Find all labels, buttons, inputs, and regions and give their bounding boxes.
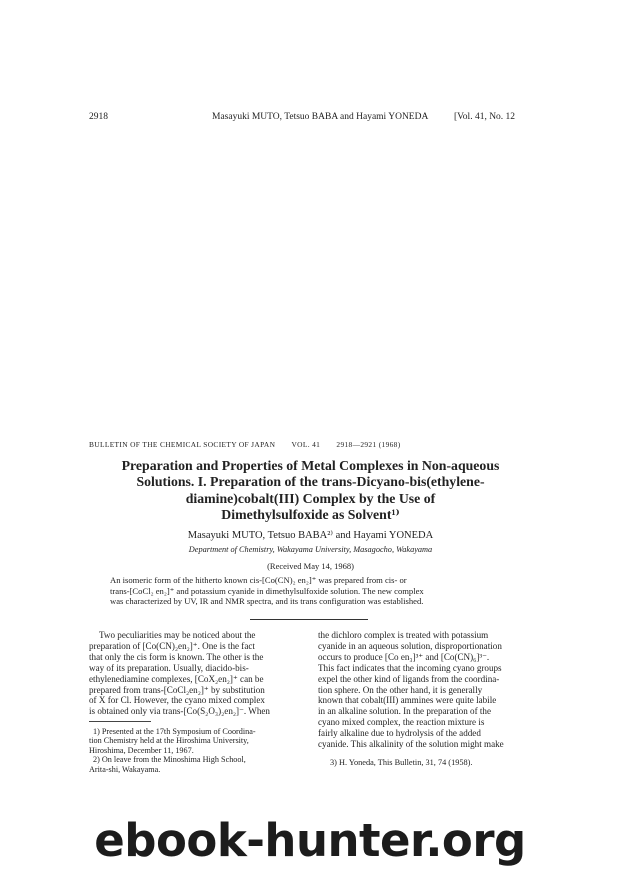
reference-footnote: 3) H. Yoneda, This Bulletin, 31, 74 (1958).	[330, 758, 473, 767]
author-affiliation: Department of Chemistry, Wakayama University, Masagocho, Wakayama	[188, 545, 433, 554]
body-line: tion sphere. On the other hand, it is generally	[318, 684, 483, 695]
article-authors: Masayuki MUTO, Tetsuo BABA²⁾ and Hayami YONEDA	[187, 530, 434, 541]
abstract	[110, 575, 515, 607]
footnotes	[89, 727, 302, 774]
section-divider	[250, 619, 368, 620]
body-line: Two peculiarities may be noticed about the	[99, 630, 256, 640]
body-line: that only the cis form is known. The other is the	[89, 651, 264, 662]
body-line: This fact indicates that the incoming cyano groups	[318, 662, 502, 673]
journal-volume: VOL. 41	[291, 440, 321, 449]
article-title	[89, 458, 532, 524]
body-line: in an alkaline solution. In the preparation of the	[318, 706, 491, 717]
body-line: expel the other kind of ligands from the coordina-	[318, 673, 500, 684]
footnote-divider	[89, 721, 151, 722]
title-line: Dimethylsulfoxide as Solvent¹⁾	[221, 507, 400, 523]
body-line: ethylenediamine complexes, [CoX₂en₂]⁺ can be	[89, 673, 264, 684]
body-line: of X for Cl. However, the cyano mixed complex	[89, 695, 265, 706]
body-line: known that cobalt(III) ammines were quite labile	[318, 695, 497, 706]
running-header-authors: Masayuki MUTO, Tetsuo BABA and Hayami YONEDA	[212, 112, 429, 122]
journal-pages: 2918—2921 (1968)	[336, 440, 401, 449]
footnote-line: 2) On leave from the Minoshima High School,	[93, 755, 246, 765]
body-line: is obtained only via trans-[Co(S₂O₃)₂en₂]⁻. When	[89, 706, 270, 717]
abstract-line: was characterized by UV, IR and NMR spectra, and its trans configuration was established.	[110, 596, 424, 607]
abstract-line: An isomeric form of the hitherto known cis-[Co(CN)₂ en₂]⁺ was prepared from cis- or	[110, 575, 407, 585]
body-left-column	[89, 630, 302, 717]
body-line: occurs to produce [Co en₃]³⁺ and [Co(CN)₆]³⁻.	[318, 651, 490, 662]
journal-citation-line	[89, 440, 529, 449]
journal-name: BULLETIN OF THE CHEMICAL SOCIETY OF JAPAN	[89, 440, 276, 449]
abstract-line: trans-[CoCl₂ en₂]⁺ and potassium cyanide in dimethylsulfoxide solution. The new complex	[110, 585, 424, 596]
footnote-line: 1) Presented at the 17th Symposium of Coordina-	[93, 727, 256, 736]
footnote-line: Hiroshima, December 11, 1967.	[89, 745, 194, 755]
footnote-line: tion Chemistry held at the Hiroshima University,	[89, 736, 249, 746]
body-line: the dichloro complex is treated with potassium	[318, 630, 489, 640]
received-date: (Received May 14, 1968)	[267, 561, 354, 571]
body-line: preparation of [Co(CN)₂en₂]⁺. One is the fact	[89, 640, 255, 651]
running-header-volume: [Vol. 41, No. 12	[454, 112, 516, 122]
title-line: diamine)cobalt(III) Complex by the Use of	[185, 490, 436, 506]
body-line: cyano mixed complex, the reaction mixture is	[318, 717, 485, 728]
title-line: Solutions. I. Preparation of the trans-Dicyano-bis(ethylene-	[136, 474, 485, 490]
body-line: prepared from trans-[CoCl₂en₂]⁺ by substitution	[89, 684, 265, 695]
body-line: fairly alkaline due to hydrolysis of the added	[318, 728, 481, 739]
title-line: Preparation and Properties of Metal Complexes in Non-aqueous	[121, 458, 500, 473]
body-line: cyanide in an aqueous solution, disproportionation	[318, 640, 502, 651]
running-header-page-number: 2918	[89, 112, 108, 122]
body-line: cyanide. This alkalinity of the solution might make	[318, 739, 504, 750]
footnote-line: Arita-shi, Wakayama.	[89, 764, 161, 774]
watermark-text: ebook-hunter.org	[94, 814, 526, 867]
body-line: way of its preparation. Usually, diacido-bis-	[89, 662, 249, 673]
body-right-column	[318, 630, 530, 750]
